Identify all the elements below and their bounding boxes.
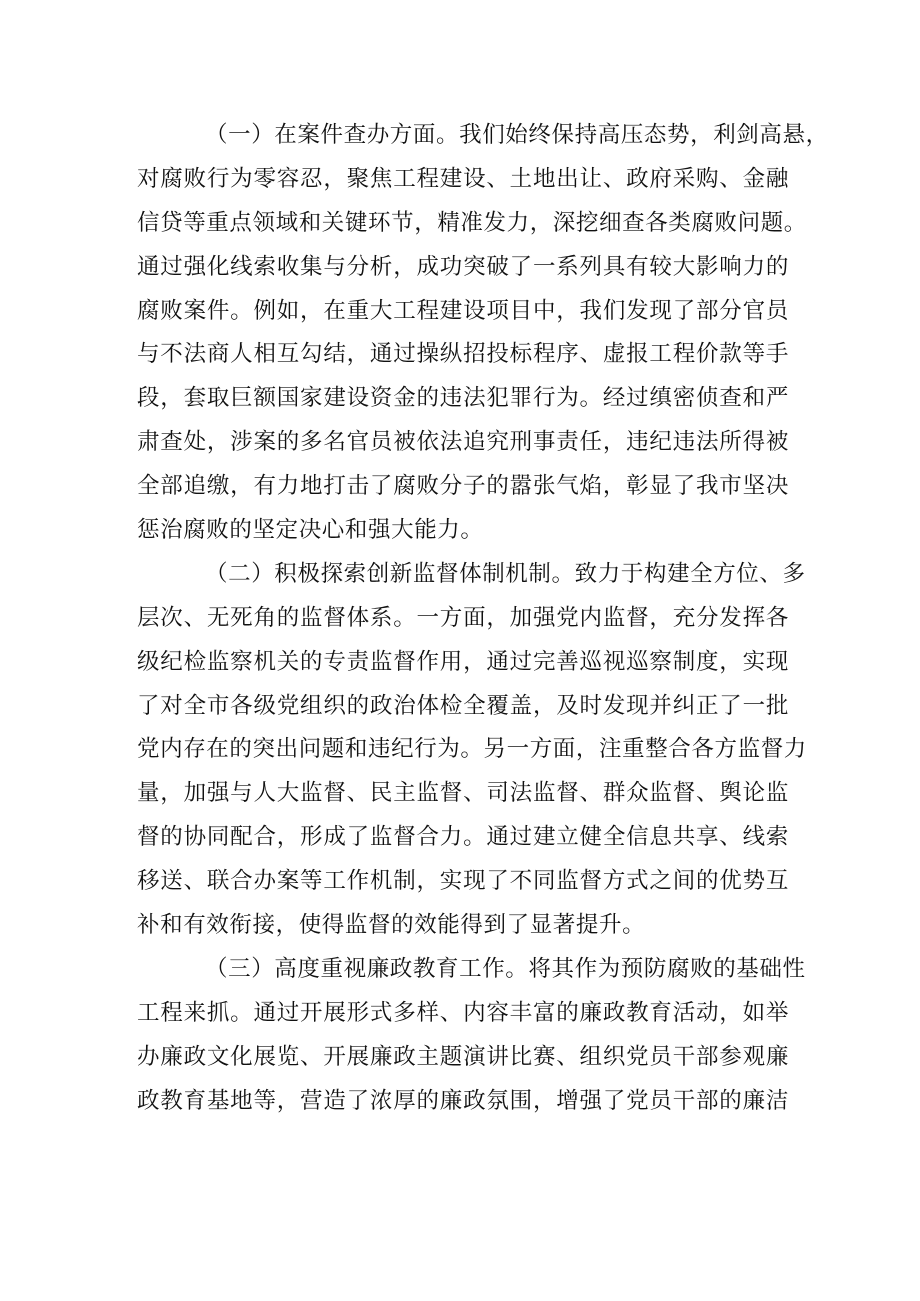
- paragraph-1-line-10: 惩治腐败的坚定决心和强大能力。: [137, 517, 484, 544]
- paragraph-2-line-8: 移送、联合办案等工作机制，实现了不同监督方式之间的优势互: [137, 868, 789, 895]
- paragraph-2-line-9: 补和有效衔接，使得监督的效能得到了显著提升。: [137, 912, 646, 939]
- paragraph-2-line-3: 级纪检监察机关的专责监督作用，通过完善巡视巡察制度，实现: [137, 648, 789, 675]
- paragraph-3-line-2: 工程来抓。通过开展形式多样、内容丰富的廉政教育活动，如举: [137, 999, 789, 1026]
- paragraph-1-line-5: 腐败案件。例如，在重大工程建设项目中，我们发现了部分官员: [137, 297, 789, 324]
- paragraph-2-line-6: 量，加强与人大监督、民主监督、司法监督、群众监督、舆论监: [137, 780, 789, 807]
- paragraph-3-line-4: 政教育基地等，营造了浓厚的廉政氛围，增强了党员干部的廉洁: [137, 1087, 789, 1114]
- paragraph-2-line-2: 层次、无死角的监督体系。一方面，加强党内监督，充分发挥各: [137, 604, 789, 631]
- paragraph-1-line-3: 信贷等重点领域和关键环节，精准发力，深挖细查各类腐败问题。: [137, 209, 807, 236]
- paragraph-1-line-8: 肃查处，涉案的多名官员被依法追究刑事责任，违纪违法所得被: [137, 429, 789, 456]
- paragraph-1-line-1: （一）在案件查办方面。我们始终保持高压态势，利剑高悬，: [205, 122, 829, 148]
- document-body: [137, 114, 829, 1123]
- paragraph-2-line-5: 党内存在的突出问题和违纪行为。另一方面，注重整合各方监督力: [137, 736, 807, 763]
- paragraph-2-line-1: （二）积极探索创新监督体制机制。致力于构建全方位、多: [205, 560, 806, 587]
- paragraph-2-line-7: 督的协同配合，形成了监督合力。通过建立健全信息共享、线索: [137, 824, 789, 851]
- paragraph-1-line-4: 通过强化线索收集与分析，成功突破了一系列具有较大影响力的: [137, 253, 789, 280]
- paragraph-1-line-6: 与不法商人相互勾结，通过操纵招投标程序、虚报工程价款等手: [137, 341, 789, 368]
- paragraph-2-line-4: 了对全市各级党组织的政治体检全覆盖，及时发现并纠正了一批: [137, 692, 789, 719]
- paragraph-1-line-7: 段，套取巨额国家建设资金的违法犯罪行为。经过缜密侦查和严: [137, 385, 789, 412]
- paragraph-1-line-9: 全部追缴，有力地打击了腐败分子的嚣张气焰，彰显了我市坚决: [137, 473, 789, 500]
- paragraph-3-line-3: 办廉政文化展览、开展廉政主题演讲比赛、组织党员干部参观廉: [137, 1043, 789, 1070]
- paragraph-1-line-2: 对腐败行为零容忍，聚焦工程建设、土地出让、政府采购、金融: [137, 165, 789, 192]
- paragraph-3-line-1: （三）高度重视廉政教育工作。将其作为预防腐败的基础性: [205, 955, 806, 982]
